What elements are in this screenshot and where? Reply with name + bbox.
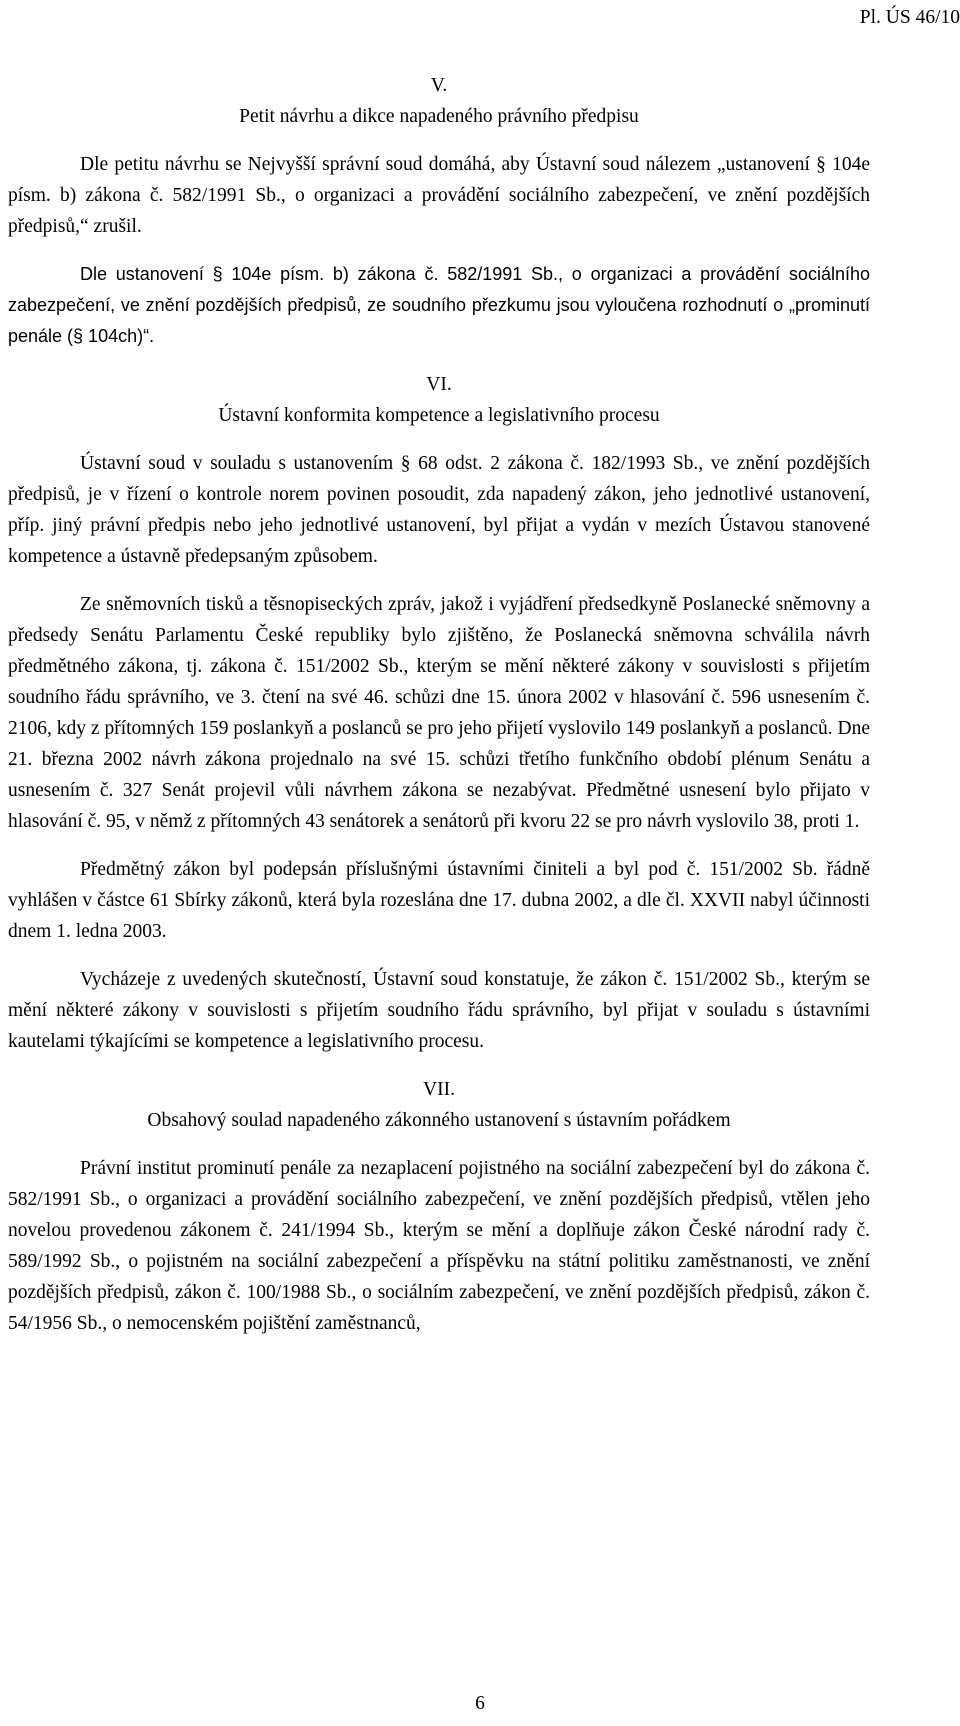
section-vi-paragraph-1: Ústavní soud v souladu s ustanovením § 68 odst. 2 zákona č. 182/1993 Sb., ve znění pozdějších předpisů, je v řízení o kontrole norem povinen posoudit, zda napadený zákon, jeho jednotlivé ustanovení, příp. jiný právní předpis nebo jeho jednotlivé ustanovení, byl přijat a vydán v mezích Ústavou stanovené kompetence a ústavně předepsaným způsobem. xyxy=(8,453,870,567)
section-vi-paragraph-2: Ze sněmovních tisků a těsnopiseckých zpráv, jakož i vyjádření předsedkyně Poslanecké sněmovny a předsedy Senátu Parlamentu České republiky bylo zjištěno, že Poslanecká sněmovna schválila návrh předmětného zákona, tj. zákona č. 151/2002 Sb., kterým se mění některé zákony v souvislosti s přijetím soudního řádu správního, ve 3. čtení na své 46. schůzi dne 15. února 2002 v hlasování č. 596 usnesením č. 2106, kdy z přítomných 159 poslankyň a poslanců se pro jeho přijetí vyslovilo 149 poslankyň a poslanců. Dne 21. března 2002 návrh zákona projednalo na své 15. schůzi třetího funkčního období plénum Senátu a usnesením č. 327 Senát projevil vůli návrhem zákona se nezabývat. Předmětné usnesení bylo přijato v hlasování č. 95, v němž z přítomných 43 senátorek a senátorů při kvoru 22 se pro návrh vyslovilo 38, proti 1. xyxy=(8,594,870,832)
section-vi-paragraph-3: Předmětný zákon byl podepsán příslušnými ústavními činiteli a byl pod č. 151/2002 Sb. řádně vyhlášen v částce 61 Sbírky zákonů, která byla rozeslána dne 17. dubna 2002, a dle čl. XXVII nabyl účinnosti dnem 1. ledna 2003. xyxy=(8,859,870,942)
section-vi-title: Ústavní konformita kompetence a legislativního procesu xyxy=(218,405,660,426)
section-v-paragraph-2: Dle ustanovení § 104e písm. b) zákona č. 582/1991 Sb., o organizaci a provádění sociálního zabezpečení, ve znění pozdějších předpisů, ze soudního přezkumu jsou vyloučena rozhodnutí o „prominutí penále (§ 104ch)“. xyxy=(8,264,870,346)
section-v-number: V. xyxy=(430,75,448,96)
document-body xyxy=(8,70,870,1339)
section-vii-number: VII. xyxy=(423,1079,455,1100)
section-vi-number: VI. xyxy=(426,374,452,395)
section-vi-paragraph-4: Vycházeje z uvedených skutečností, Ústavní soud konstatuje, že zákon č. 151/2002 Sb., kterým se mění některé zákony v souvislosti s přijetím soudního řádu správního, byl přijat v souladu s ústavními kautelami týkajícími se kompetence a legislativního procesu. xyxy=(8,969,870,1052)
section-vii-paragraph-1: Právní institut prominutí penále za nezaplacení pojistného na sociální zabezpečení byl do zákona č. 582/1991 Sb., o organizaci a provádění sociálního zabezpečení, ve znění pozdějších předpisů, vtělen jeho novelou provedenou zákonem č. 241/1994 Sb., kterým se mění a doplňuje zákon České národní rady č. 589/1992 Sb., o pojistném na sociální zabezpečení a příspěvku na státní politiku zaměstnanosti, ve znění pozdějších předpisů, zákon č. 100/1988 Sb., o sociálním zabezpečení, ve znění pozdějších předpisů, zákon č. 54/1956 Sb., o nemocenském pojištění zaměstnanců, xyxy=(8,1158,870,1334)
section-v-paragraph-1: Dle petitu návrhu se Nejvyšší správní soud domáhá, aby Ústavní soud nálezem „ustanovení § 104e písm. b) zákona č. 582/1991 Sb., o organizaci a provádění sociálního zabezpečení, ve znění pozdějších předpisů,“ zrušil. xyxy=(8,154,870,237)
section-vii-title: Obsahový soulad napadeného zákonného ustanovení s ústavním pořádkem xyxy=(147,1110,731,1131)
section-v-title: Petit návrhu a dikce napadeného právního předpisu xyxy=(239,106,639,127)
page-number: 6 xyxy=(475,1693,485,1714)
case-reference: Pl. ÚS 46/10 xyxy=(859,7,960,28)
